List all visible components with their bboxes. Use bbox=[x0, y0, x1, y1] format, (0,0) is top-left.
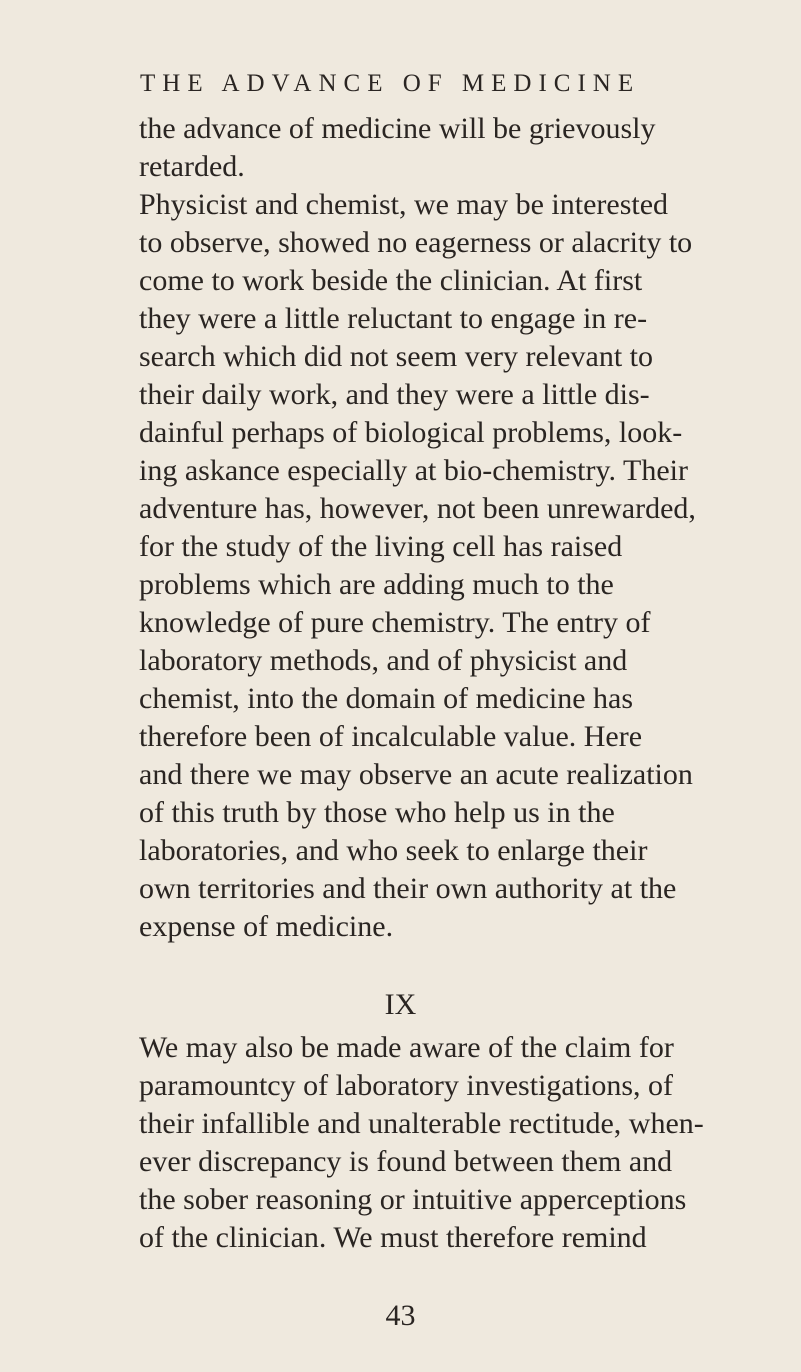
text-line: therefore been of incalculable value. Here bbox=[139, 720, 643, 753]
text-line: own territories and their own authority at the bbox=[139, 872, 677, 905]
text-line: problems which are adding much to the bbox=[139, 568, 614, 601]
text-line: the sober reasoning or intuitive apperceptions bbox=[139, 1183, 687, 1216]
text-line: search which did not seem very relevant to bbox=[139, 340, 653, 373]
text-line: and there we may observe an acute realization bbox=[139, 758, 693, 791]
text-line: the advance of medicine will be grievously bbox=[139, 112, 656, 145]
text-line: of this truth by those who help us in the bbox=[139, 796, 615, 829]
text-line: of the clinician. We must therefore remind bbox=[139, 1221, 647, 1254]
text-line: they were a little reluctant to engage in re- bbox=[139, 302, 648, 335]
text-line: Physicist and chemist, we may be interested bbox=[139, 188, 669, 221]
text-line: ever discrepancy is found between them and bbox=[139, 1145, 673, 1178]
section-number: IX bbox=[384, 988, 417, 1021]
text-line: expense of medicine. bbox=[139, 910, 394, 943]
text-line: ing askance especially at bio-chemistry. Their bbox=[139, 454, 688, 487]
text-line: chemist, into the domain of medicine has bbox=[139, 682, 634, 715]
text-line: dainful perhaps of biological problems, look- bbox=[139, 416, 683, 449]
text-line: We may also be made aware of the claim for bbox=[139, 1031, 674, 1064]
running-head: THE ADVANCE OF MEDICINE bbox=[140, 70, 641, 97]
text-line: adventure has, however, not been unrewarded, bbox=[139, 492, 696, 525]
text-line: paramountcy of laboratory investigations, of bbox=[139, 1069, 674, 1102]
text-line: for the study of the living cell has raised bbox=[139, 530, 623, 563]
text-line: their infallible and unalterable rectitude, when- bbox=[139, 1107, 704, 1140]
page-number: 43 bbox=[385, 1299, 416, 1332]
text-line: come to work beside the clinician. At first bbox=[139, 264, 643, 297]
text-line: laboratories, and who seek to enlarge their bbox=[139, 834, 648, 867]
text-line: retarded. bbox=[139, 150, 245, 183]
text-line: knowledge of pure chemistry. The entry of bbox=[139, 606, 651, 639]
text-line: to observe, showed no eagerness or alacrity to bbox=[139, 226, 693, 259]
text-line: their daily work, and they were a little dis- bbox=[139, 378, 650, 411]
text-line: laboratory methods, and of physicist and bbox=[139, 644, 628, 677]
